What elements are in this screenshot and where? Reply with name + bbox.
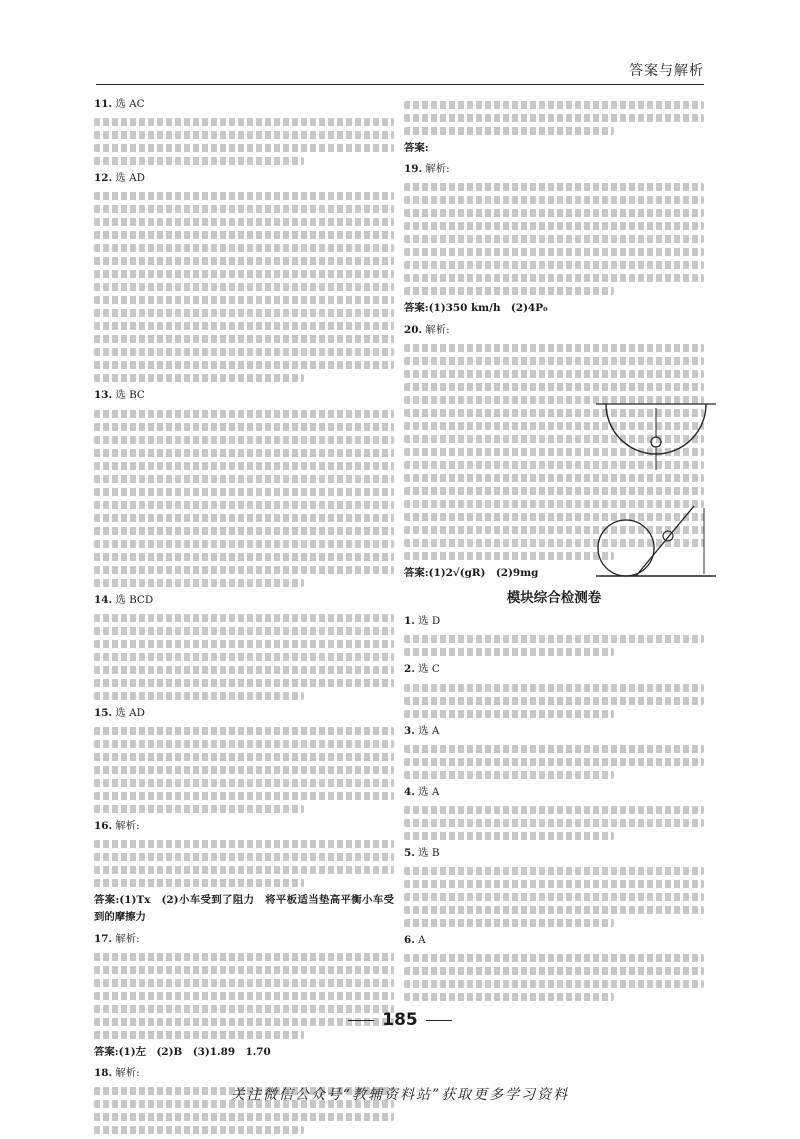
question-number: 12. (94, 172, 113, 185)
text-line (404, 635, 704, 643)
item-heading (404, 163, 450, 175)
item-heading (94, 389, 145, 401)
text-line (94, 157, 304, 165)
text-line (94, 322, 394, 330)
text-line (404, 183, 704, 191)
answer-item (94, 931, 394, 1061)
text-line (94, 118, 394, 126)
text-line (94, 270, 394, 278)
text-line (404, 648, 614, 656)
text-line (94, 1113, 394, 1121)
text-line (94, 679, 394, 687)
item-heading (94, 594, 153, 606)
text-line (404, 806, 704, 814)
text-line (94, 740, 394, 748)
text-line (404, 819, 704, 827)
text-line (404, 383, 704, 391)
text-line (94, 779, 394, 787)
text-line (94, 309, 394, 317)
text-line (404, 993, 614, 1001)
answer-item (404, 101, 704, 157)
text-line (94, 192, 394, 200)
item-lead: 选 B (414, 847, 440, 860)
text-line (94, 966, 394, 974)
text-line (404, 867, 704, 875)
text-line (94, 627, 394, 635)
text-line (94, 666, 394, 674)
answer-item (94, 592, 394, 700)
ball-icon (651, 437, 661, 447)
text-line (404, 980, 704, 988)
text-line (94, 205, 394, 213)
item-heading (404, 324, 450, 336)
answer-item (404, 784, 704, 840)
item-lead: A (414, 934, 426, 947)
section-title: 模块综合检测卷 (506, 590, 602, 607)
text-line (404, 287, 614, 295)
item-lead: 选 C (414, 663, 440, 676)
item-lead: 解析: (422, 163, 450, 176)
text-line (94, 335, 394, 343)
text-line (94, 257, 394, 265)
question-number: 3. (404, 724, 415, 737)
item-lead: 选 BCD (112, 593, 154, 606)
question-number: 2. (404, 663, 415, 676)
text-line (404, 114, 704, 122)
item-lead: 解析: (112, 1067, 140, 1080)
text-line (94, 488, 394, 496)
text-line (94, 1126, 304, 1134)
text-line (404, 697, 704, 705)
text-line (404, 357, 704, 365)
text-line (404, 832, 614, 840)
text-line (404, 710, 614, 718)
text-line (94, 436, 394, 444)
item-lead: 解析: (422, 323, 450, 336)
section-items (404, 613, 704, 1001)
text-line (94, 805, 304, 813)
text-line (404, 370, 704, 378)
question-number: 20. (404, 323, 423, 336)
answer-item (94, 818, 394, 927)
question-number: 14. (94, 593, 113, 606)
text-line (94, 374, 304, 382)
item-answer: 答案:(1)2√(gR) (2)9mg (404, 566, 539, 579)
item-heading (404, 847, 440, 859)
question-number: 17. (94, 932, 113, 945)
left-column (94, 96, 394, 1139)
text-line (94, 540, 394, 548)
item-lead: 选 BC (112, 389, 145, 402)
answer-item (404, 845, 704, 927)
text-line (94, 410, 394, 418)
answer-item (404, 932, 704, 1001)
question-number: 16. (94, 820, 113, 833)
item-lead: 选 AC (112, 98, 145, 110)
text-line (94, 218, 394, 226)
text-line (94, 692, 304, 700)
text-line (404, 209, 704, 217)
item-heading (94, 933, 140, 945)
text-line (94, 640, 394, 648)
answer-item (404, 161, 704, 317)
text-line (94, 953, 394, 961)
incline-loop-diagram (596, 498, 716, 590)
item-heading (94, 98, 145, 110)
item-lead: 选 A (414, 785, 440, 798)
text-line (404, 344, 704, 352)
text-line (404, 906, 704, 914)
item-answer: 答案:(1)Tx (2)小车受到了阻力 将平板适当垫高平衡小车受到的摩擦力 (94, 894, 394, 924)
item-heading (404, 615, 440, 627)
text-line (94, 1031, 304, 1039)
item-heading (94, 707, 145, 719)
text-line (404, 684, 704, 692)
text-line (94, 348, 394, 356)
item-lead: 选 AD (112, 172, 145, 185)
loop-circle (598, 520, 654, 576)
text-line (404, 919, 614, 927)
text-line (94, 361, 394, 369)
answer-item (94, 96, 394, 165)
text-line (94, 449, 394, 457)
text-line (94, 853, 394, 861)
text-line (94, 501, 394, 509)
text-line (94, 753, 394, 761)
text-line (94, 514, 394, 522)
answer-item (94, 705, 394, 813)
text-line (404, 954, 704, 962)
answer-item (94, 170, 394, 382)
text-line (94, 553, 394, 561)
text-line (94, 283, 394, 291)
text-line (404, 893, 704, 901)
question-number: 6. (404, 934, 415, 947)
item-lead: 解析: (112, 932, 140, 945)
text-line (94, 566, 394, 574)
item-heading (94, 1067, 140, 1079)
text-line (94, 866, 394, 874)
text-line (94, 979, 394, 987)
text-line (404, 274, 704, 282)
item-lead: 解析: (112, 820, 140, 833)
item-heading (94, 172, 145, 184)
text-line (404, 745, 704, 753)
text-line (94, 231, 394, 239)
text-line (94, 144, 394, 152)
text-line (94, 423, 394, 431)
answer-item (404, 723, 704, 779)
item-heading (404, 786, 439, 798)
header-title: 答案与解析 (629, 63, 704, 79)
item-answer: 答案:(1)350 km/h (2)4P₀ (404, 302, 548, 315)
item-lead: 选 D (414, 615, 441, 628)
page-header (96, 58, 704, 85)
text-line (404, 101, 704, 109)
question-number: 5. (404, 847, 415, 860)
answer-item (404, 661, 704, 717)
item-lead: 选 AD (112, 706, 145, 719)
item-heading (94, 820, 140, 832)
question-number: 4. (404, 785, 415, 798)
item-heading (404, 934, 426, 946)
block-icon (663, 531, 673, 541)
text-line (404, 771, 614, 779)
text-line (94, 727, 394, 735)
text-line (94, 462, 394, 470)
question-number: 1. (404, 615, 415, 628)
text-line (94, 527, 394, 535)
text-line (404, 235, 704, 243)
text-line (404, 196, 704, 204)
text-line (94, 131, 394, 139)
question-number: 19. (404, 163, 423, 176)
question-number: 13. (94, 389, 113, 402)
text-line (404, 261, 704, 269)
text-line (94, 653, 394, 661)
text-line (94, 992, 394, 1000)
text-line (94, 879, 304, 887)
text-line (404, 487, 704, 495)
question-number: 11. (94, 98, 113, 110)
text-line (94, 296, 394, 304)
page-number: 185 (0, 1010, 800, 1030)
text-line (404, 222, 704, 230)
answer-item (404, 613, 704, 656)
item-heading (404, 725, 439, 737)
text-line (404, 552, 614, 560)
circular-track-diagram (596, 396, 716, 476)
question-number: 15. (94, 706, 113, 719)
text-line (94, 614, 394, 622)
text-line (94, 579, 304, 587)
item-heading (404, 663, 440, 675)
item-answer: 答案:(1)左 (2)B (3)1.89 1.70 (94, 1045, 271, 1058)
footer-note: 关注微信公众号“教辅资料站”获取更多学习资料 (230, 1087, 570, 1103)
text-line (94, 792, 394, 800)
text-line (404, 248, 704, 256)
text-line (94, 766, 394, 774)
text-line (404, 758, 704, 766)
text-line (94, 244, 394, 252)
text-line (94, 840, 394, 848)
question-number: 18. (94, 1067, 113, 1080)
item-lead: 选 A (414, 724, 440, 737)
incline-line (636, 506, 694, 576)
text-line (404, 880, 704, 888)
answer-item (94, 387, 394, 586)
text-line (404, 127, 614, 135)
text-line (404, 967, 704, 975)
text-line (94, 475, 394, 483)
item-answer: 答案: (404, 142, 429, 154)
